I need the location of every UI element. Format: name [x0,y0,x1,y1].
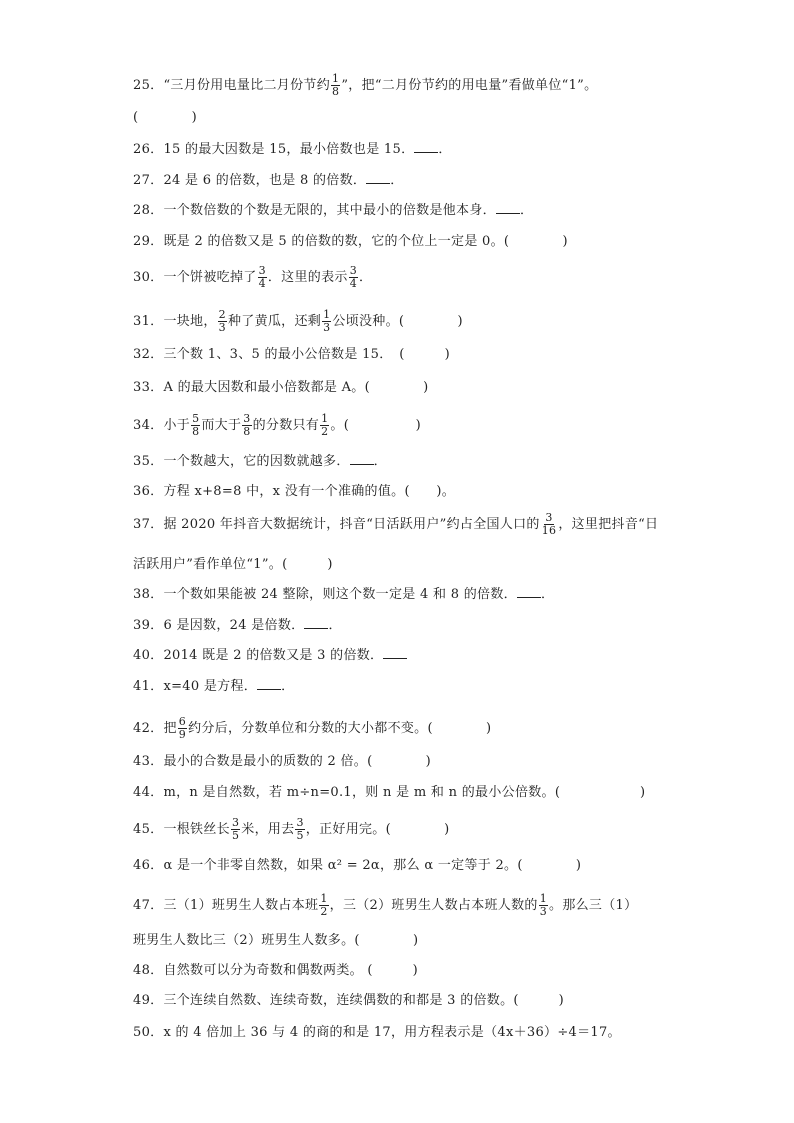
fraction [231,817,240,842]
question-number: 48． [133,963,164,978]
question-text: 方程 x+8=8 中，x 没有一个准确的值。( )。 [163,484,456,499]
question-number: 33． [133,380,164,395]
question-line [133,783,645,803]
question-line [133,931,418,951]
question-text: 三个数 1、3、5 的最小公倍数是 15． ( ) [163,347,450,362]
question-text: 三（1）班男生人数占本班 [163,898,319,913]
question-text: α 是一个非零自然数，如果 α² = 2α，那么 α 一定等于 2。( ) [163,858,582,873]
question-text: ．这里的表示 [267,270,348,285]
fraction [349,265,358,290]
question-number: 46． [133,858,164,873]
question-text: ”，把“二月份节约的用电量”看做单位“1”。 [341,78,598,93]
question-number: 27． [133,173,164,188]
question-number: 25． [133,78,164,93]
answer-blank[interactable] [366,171,390,184]
question-line [133,817,450,842]
fraction-denominator: 3 [323,321,331,334]
question-text: 公顷没种。( ) [332,314,463,329]
question-number: 40． [133,648,164,663]
answer-blank[interactable] [257,677,281,690]
fraction [178,716,187,741]
question-text: 一个数越大，它的因数就越多． [163,454,350,469]
question-number: 43． [133,754,164,769]
question-text: 活跃用户”看作单位“1”。( ) [133,557,333,572]
answer-blank[interactable] [304,616,328,629]
question-text: 。( ) [330,418,421,433]
question-number: 44． [133,785,164,800]
question-line [133,171,404,191]
question-text: ． [281,679,295,694]
question-line [133,345,450,365]
question-number: 42． [133,721,164,736]
question-text: ． [390,173,404,188]
question-text: ． [373,454,387,469]
question-text: 一个数如果能被 24 整除，则这个数一定是 4 和 8 的倍数． [163,587,517,602]
question-text: x=40 是方程． [163,679,258,694]
answer-blank[interactable] [496,201,520,214]
question-line [133,201,533,221]
question-text: ． [519,203,534,218]
question-text: A 的最大因数和最小倍数都是 A。( ) [163,380,429,395]
fraction [191,413,200,438]
question-text: ( ) [133,110,197,125]
question-line [133,616,342,636]
question-text: ． [540,587,555,602]
question-line [133,232,568,252]
question-text: 。那么三（1） [549,898,638,913]
question-text: ，正好用完。( ) [305,822,450,837]
question-line [133,378,429,398]
fraction-denominator: 4 [258,277,266,290]
fraction-numerator: 5 [192,412,200,425]
fraction-numerator: 3 [545,511,553,524]
fraction [539,893,548,918]
fraction-numerator: 1 [321,412,329,425]
question-line [133,646,407,666]
question-number: 32． [133,347,164,362]
question-text: ． [359,270,373,285]
question-text: x 的 4 倍加上 36 与 4 的商的和是 17，用方程表示是（4x＋36）÷4＝17。 [163,1025,621,1040]
fraction-denominator: 4 [349,277,357,290]
fraction-denominator: 9 [178,728,187,741]
fraction-numerator: 3 [349,264,357,277]
question-text: 约分后，分数单位和分数的大小都不变。( ) [188,721,492,736]
question-line [133,512,658,537]
question-text: 2014 既是 2 的倍数又是 3 的倍数． [163,648,384,663]
fraction [319,893,328,918]
fraction-numerator: 1 [320,892,328,905]
question-text: 15 的最大因数是 15，最小倍数也是 15． [163,142,415,157]
fraction [295,817,304,842]
question-number: 39． [133,618,164,633]
fraction-numerator: 1 [323,308,331,321]
question-text: ． [438,142,452,157]
question-text: 最小的合数是最小的质数的 2 倍。( ) [163,754,432,769]
question-text: 的分数只有 [252,418,320,433]
fraction [320,413,329,438]
question-text: 据 2020 年抖音大数据统计，抖音“日活跃用户”约占全国人口的 [163,517,540,532]
question-line [133,856,581,876]
question-line [133,452,387,472]
fraction-denominator: 3 [539,905,548,918]
question-line [133,1023,621,1043]
question-text: ，这里把抖音“日 [558,517,659,532]
question-text: 三个连续自然数、连续奇数，连续偶数的和都是 3 的倍数。( ) [163,993,565,1008]
question-number: 45． [133,822,164,837]
answer-blank[interactable] [350,452,374,465]
question-text: 一个数倍数的个数是无限的，其中最小的倍数是他本身． [163,203,496,218]
answer-blank[interactable] [414,140,438,153]
question-line [133,991,564,1011]
question-line [133,73,597,98]
fraction-numerator: 6 [178,715,187,728]
question-number: 34． [133,418,164,433]
question-text: 一根铁丝长 [163,822,230,837]
question-text: 24 是 6 的倍数，也是 8 的倍数． [163,173,367,188]
question-line [133,309,463,334]
question-text: 一块地， [163,314,217,329]
fraction-denominator: 5 [296,829,304,842]
fraction-denominator: 8 [243,425,251,438]
fraction-numerator: 1 [332,72,340,85]
answer-blank[interactable] [517,585,541,598]
question-number: 50． [133,1025,164,1040]
fraction-numerator: 3 [296,816,304,829]
question-line [133,716,491,741]
question-number: 37． [133,517,164,532]
question-line [133,585,554,605]
fraction-numerator: 1 [539,892,548,905]
question-text: “三月份用电量比二月份节约 [163,78,330,93]
question-line [133,961,418,981]
fraction-denominator: 2 [320,905,328,918]
question-text: 班男生人数比三（2）班男生人数多。( ) [133,933,419,948]
question-line [133,677,294,697]
fraction [322,309,331,334]
fraction [218,309,227,334]
question-number: 47． [133,898,164,913]
question-text: ，三（2）班男生人数占本班人数的 [329,898,538,913]
question-line [133,140,452,160]
question-line [133,752,431,772]
fraction-denominator: 8 [332,85,340,98]
fraction [258,265,267,290]
question-number: 38． [133,587,164,602]
question-number: 41． [133,679,164,694]
fraction-numerator: 2 [218,308,226,321]
question-number: 35． [133,454,164,469]
fraction-denominator: 8 [192,425,200,438]
fraction-denominator: 3 [218,321,226,334]
question-text: ． [328,618,342,633]
fraction-numerator: 3 [258,264,266,277]
fraction-numerator: 3 [243,412,251,425]
question-number: 36． [133,484,164,499]
question-line [133,108,197,128]
question-text: 自然数可以分为奇数和偶数两类。 ( ) [163,963,419,978]
fraction-denominator: 5 [231,829,240,842]
question-text: 一个饼被吃掉了 [163,270,257,285]
fraction-denominator: 16 [541,524,557,537]
question-number: 31． [133,314,164,329]
question-text: 种了黄瓜，还剩 [227,314,322,329]
question-text: 小于 [163,418,191,433]
question-text: 米，用去 [241,822,295,837]
answer-blank[interactable] [383,646,407,659]
question-text: 既是 2 的倍数又是 5 的倍数的数，它的个位上一定是 0。( ) [163,234,568,249]
question-number: 28． [133,203,164,218]
question-line [133,893,637,918]
question-line [133,413,421,438]
question-text: 而大于 [201,418,242,433]
question-line [133,265,372,290]
fraction-denominator: 2 [321,425,329,438]
fraction-numerator: 3 [231,816,240,829]
question-number: 26． [133,142,164,157]
question-number: 29． [133,234,164,249]
question-line [133,555,333,575]
question-text: m，n 是自然数，若 m÷n=0.1，则 n 是 m 和 n 的最小公倍数。( ) [163,785,646,800]
fraction [541,512,558,537]
question-line [133,482,455,502]
question-number: 30． [133,270,164,285]
question-text: 6 是因数，24 是倍数． [163,618,305,633]
fraction [242,413,251,438]
fraction [331,73,340,98]
question-text: 把 [163,721,177,736]
question-number: 49． [133,993,164,1008]
